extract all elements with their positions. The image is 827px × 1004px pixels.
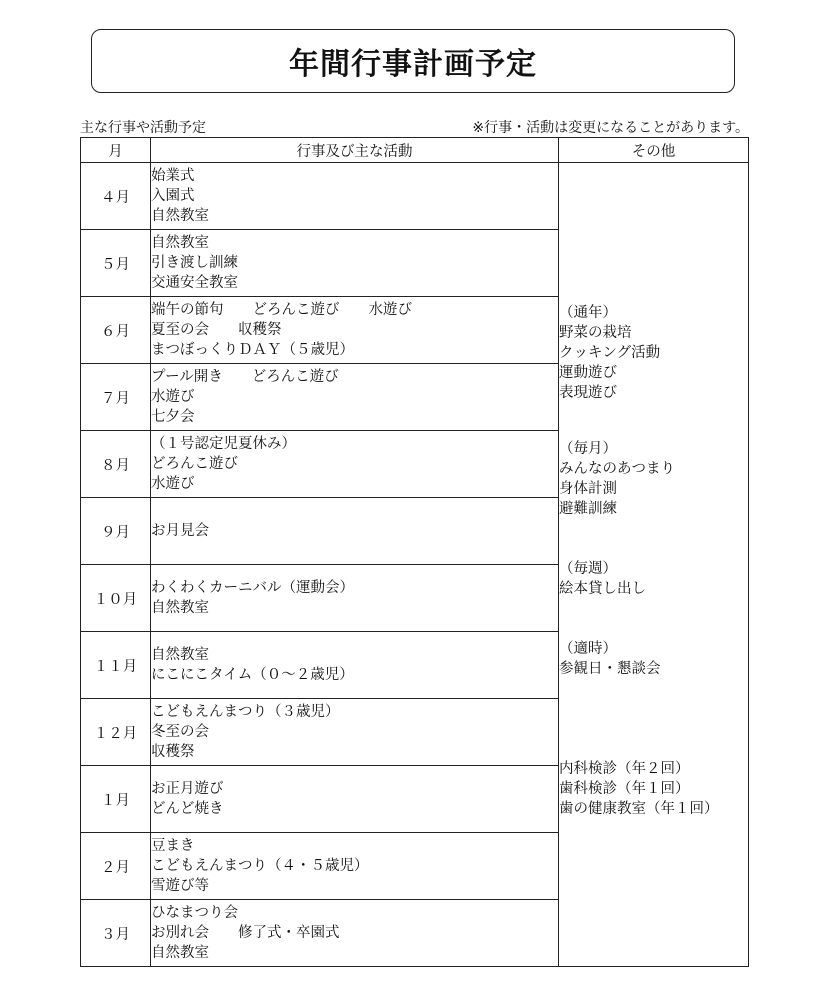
activity-line: お正月遊び	[151, 781, 224, 797]
header-other: その他	[559, 138, 749, 163]
activity-line: 水遊び	[151, 389, 195, 405]
page-title: 年間行事計画予定	[289, 47, 537, 82]
activity-line: こどもえんまつり（３歳児）	[151, 704, 340, 720]
header-row	[81, 138, 749, 163]
other-group	[559, 439, 675, 519]
table-row	[81, 163, 749, 230]
month-cell: １２月	[81, 699, 151, 766]
change-notice: ※行事・活動は変更になることがあります。	[472, 120, 749, 136]
activity-cell	[151, 498, 559, 565]
other-line: 運動遊び	[559, 365, 617, 381]
activity-line: 入園式	[151, 188, 195, 204]
activity-line: 自然教室	[151, 600, 209, 616]
activity-cell	[151, 230, 559, 297]
activity-line: プール開き どろんこ遊び	[151, 369, 339, 385]
other-group	[559, 639, 661, 679]
other-line: 身体計測	[559, 481, 617, 497]
activity-line: 七夕会	[151, 409, 195, 425]
activity-line: わくわくカーニバル（運動会）	[151, 580, 354, 596]
activity-line: 水遊び	[151, 476, 195, 492]
activity-line: どんど焼き	[151, 801, 224, 817]
month-cell: １１月	[81, 632, 151, 699]
other-line: （適時）	[559, 641, 617, 657]
activity-cell	[151, 699, 559, 766]
schedule-table	[80, 137, 749, 967]
activity-line: 収穫祭	[151, 744, 195, 760]
activity-cell	[151, 297, 559, 364]
activity-line: まつぼっくりＤＡＹ（５歳児）	[151, 342, 354, 358]
other-line: 内科検診（年２回）	[559, 761, 690, 777]
other-group	[559, 303, 660, 403]
activity-line: 自然教室	[151, 647, 209, 663]
activity-cell	[151, 766, 559, 833]
activity-line: （１号認定児夏休み）	[151, 436, 296, 452]
activity-cell	[151, 431, 559, 498]
activity-cell	[151, 900, 559, 967]
other-line: みんなのあつまり	[559, 461, 675, 477]
month-cell: １月	[81, 766, 151, 833]
other-line: 野菜の栽培	[559, 325, 632, 341]
activity-line: 始業式	[151, 168, 195, 184]
activity-line: 引き渡し訓練	[151, 255, 238, 271]
other-group	[559, 759, 719, 819]
month-cell: ７月	[81, 364, 151, 431]
month-cell: ２月	[81, 833, 151, 900]
activity-line: 自然教室	[151, 235, 209, 251]
month-cell: ４月	[81, 163, 151, 230]
month-cell: ３月	[81, 900, 151, 967]
title-box	[91, 29, 735, 93]
header-month: 月	[81, 138, 151, 163]
activity-line: 夏至の会 収穫祭	[151, 322, 282, 338]
table-caption: 主な行事や活動予定	[80, 120, 206, 136]
activity-line: 豆まき	[151, 838, 195, 854]
activity-line: 端午の節句 どろんこ遊び 水遊び	[151, 302, 412, 318]
month-cell: ８月	[81, 431, 151, 498]
month-cell: ９月	[81, 498, 151, 565]
activity-line: ひなまつり会	[151, 905, 238, 921]
other-line: 避難訓練	[559, 501, 617, 517]
activity-line: にこにこタイム（０～２歳児）	[151, 667, 354, 683]
activity-line: 自然教室	[151, 945, 209, 961]
activity-line: 冬至の会	[151, 724, 209, 740]
activity-line: 自然教室	[151, 208, 209, 224]
other-line: 表現遊び	[559, 385, 617, 401]
header-activity: 行事及び主な活動	[151, 138, 559, 163]
activity-cell	[151, 364, 559, 431]
other-cell	[559, 163, 749, 967]
other-line: （毎月）	[559, 441, 617, 457]
activity-line: お別れ会 修了式・卒園式	[151, 925, 340, 941]
other-line: 絵本貸し出し	[559, 581, 646, 597]
other-line: 歯科検診（年１回）	[559, 781, 690, 797]
activity-cell	[151, 833, 559, 900]
other-line: 歯の健康教室（年１回）	[559, 801, 719, 817]
other-line: （通年）	[559, 305, 617, 321]
activity-line: 雪遊び等	[151, 878, 209, 894]
activity-cell	[151, 163, 559, 230]
month-cell: １０月	[81, 565, 151, 632]
activity-cell	[151, 632, 559, 699]
activity-line: どろんこ遊び	[151, 456, 238, 472]
month-cell: ５月	[81, 230, 151, 297]
other-group	[559, 559, 646, 599]
other-line: 参観日・懇談会	[559, 661, 661, 677]
other-line: クッキング活動	[559, 345, 661, 361]
activity-line: こどもえんまつり（４・５歳児）	[151, 858, 369, 874]
activity-cell	[151, 565, 559, 632]
other-line: （毎週）	[559, 561, 617, 577]
activity-line: 交通安全教室	[151, 275, 238, 291]
activity-line: お月見会	[151, 523, 209, 539]
month-cell: ６月	[81, 297, 151, 364]
